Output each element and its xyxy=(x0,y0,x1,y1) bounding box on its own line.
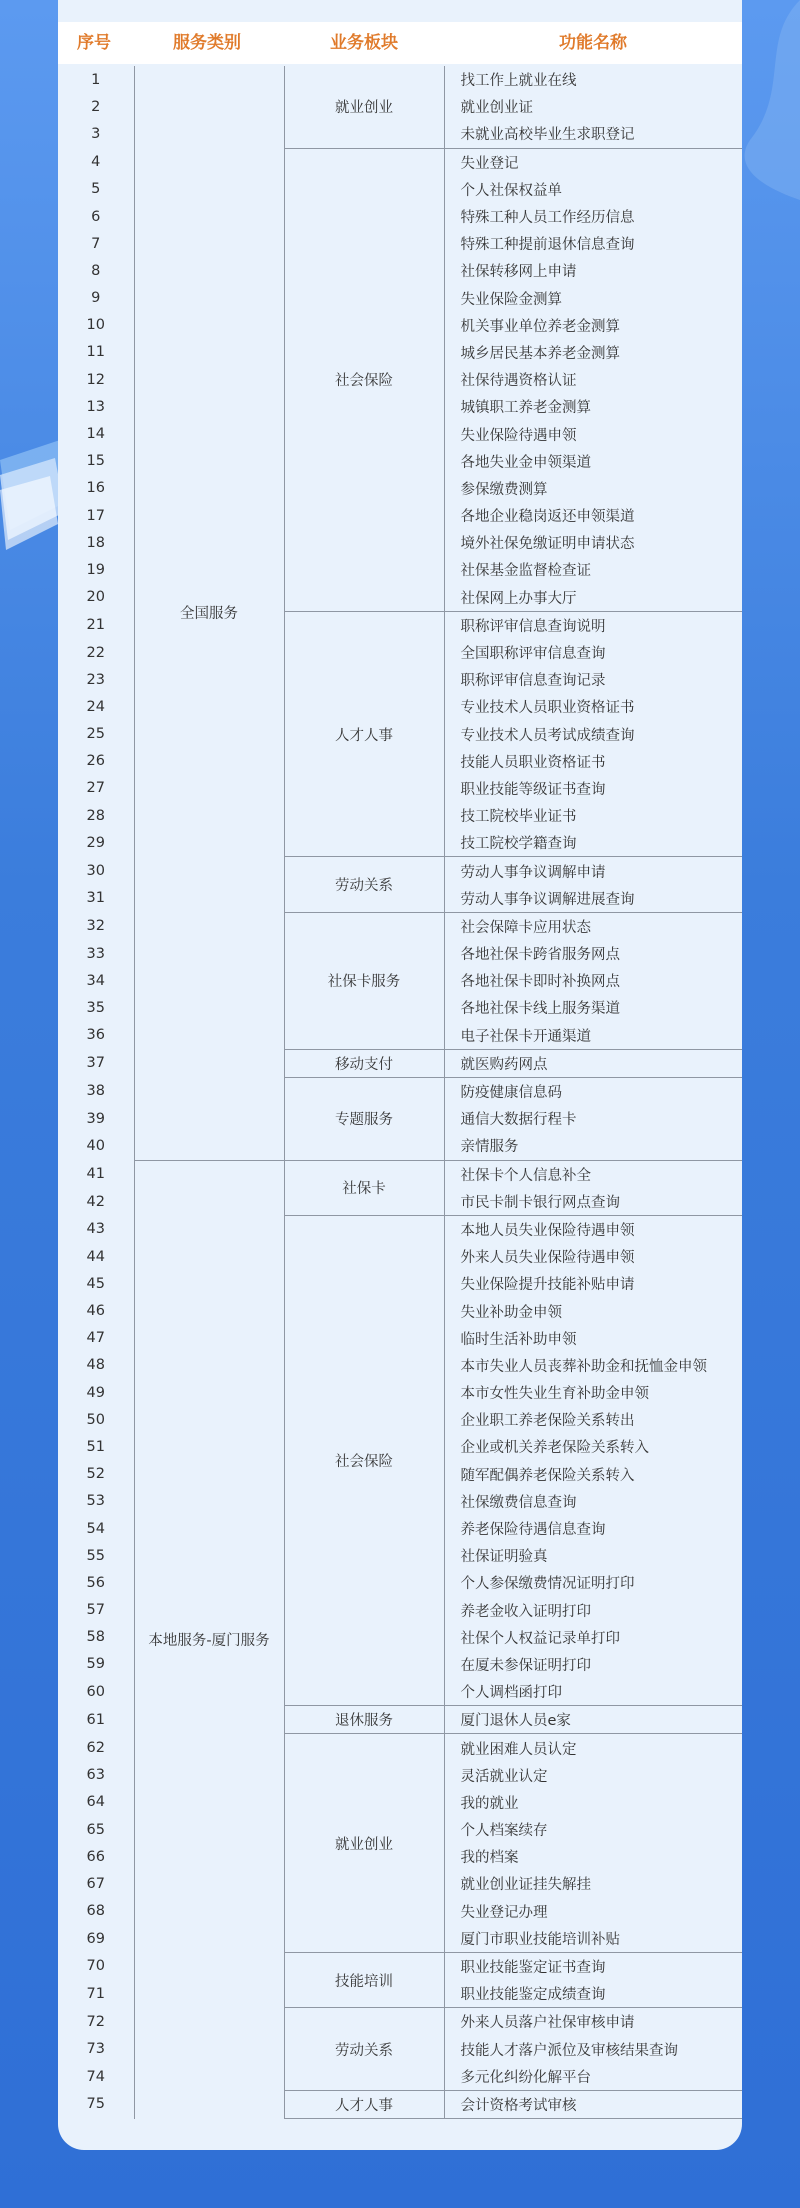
row-number: 17 xyxy=(58,502,134,529)
function-name[interactable]: 就业创业证挂失解挂 xyxy=(460,1877,591,1894)
row-number: 58 xyxy=(58,1624,134,1651)
header-module: 业务板块 xyxy=(330,33,398,53)
row-number: 26 xyxy=(58,748,134,775)
row-number: 29 xyxy=(58,829,134,857)
business-module: 就业创业 xyxy=(284,1734,444,1953)
row-number: 13 xyxy=(58,393,134,420)
row-number: 38 xyxy=(58,1077,134,1105)
row-number: 2 xyxy=(58,93,134,120)
function-name[interactable]: 各地社保卡即时补换网点 xyxy=(460,974,620,991)
row-number: 46 xyxy=(58,1297,134,1324)
business-module: 社保卡服务 xyxy=(284,912,444,1049)
row-number: 57 xyxy=(58,1597,134,1624)
row-number: 5 xyxy=(58,176,134,203)
row-number: 51 xyxy=(58,1433,134,1460)
row-number: 59 xyxy=(58,1651,134,1678)
function-name[interactable]: 失业保险提升技能补贴申请 xyxy=(460,1277,635,1294)
row-number: 34 xyxy=(58,967,134,994)
function-name[interactable]: 职业技能等级证书查询 xyxy=(460,781,606,798)
function-name[interactable]: 各地失业金申领渠道 xyxy=(460,454,591,471)
row-number: 24 xyxy=(58,693,134,720)
row-number: 9 xyxy=(58,285,134,312)
function-name[interactable]: 随军配偶养老保险关系转入 xyxy=(460,1467,635,1484)
function-name[interactable]: 职称评审信息查询记录 xyxy=(460,673,606,690)
business-module: 人才人事 xyxy=(284,2090,444,2118)
function-name[interactable]: 失业登记 xyxy=(460,155,519,172)
function-name[interactable]: 多元化纠纷化解平台 xyxy=(444,2063,742,2091)
row-number: 71 xyxy=(58,1980,134,2008)
function-name[interactable]: 我的就业 xyxy=(460,1795,519,1812)
function-name[interactable]: 社保个人权益记录单打印 xyxy=(460,1630,620,1647)
row-number: 30 xyxy=(58,857,134,885)
function-name[interactable]: 专业技术人员考试成绩查询 xyxy=(460,727,635,744)
header-category: 服务类别 xyxy=(173,33,241,53)
function-name[interactable]: 各地社保卡跨省服务网点 xyxy=(460,947,620,964)
function-name[interactable]: 技工院校学籍查询 xyxy=(444,829,742,857)
services-table xyxy=(58,66,742,2119)
row-number: 11 xyxy=(58,339,134,366)
business-module: 移动支付 xyxy=(284,1049,444,1077)
row-number: 66 xyxy=(58,1843,134,1870)
function-name[interactable]: 职称评审信息查询说明 xyxy=(460,618,606,635)
function-name[interactable]: 个人档案续存 xyxy=(460,1823,548,1840)
function-name[interactable]: 参保缴费测算 xyxy=(460,481,548,498)
row-number: 6 xyxy=(58,203,134,230)
row-number: 44 xyxy=(58,1243,134,1270)
function-name[interactable]: 社保卡个人信息补全 xyxy=(460,1167,591,1184)
row-number: 42 xyxy=(58,1188,134,1216)
business-module: 退休服务 xyxy=(284,1706,444,1734)
table-row xyxy=(58,1160,742,1188)
row-number: 60 xyxy=(58,1678,134,1706)
function-name[interactable]: 就业困难人员认定 xyxy=(460,1741,577,1758)
function-name[interactable]: 找工作上就业在线 xyxy=(460,73,577,90)
function-name[interactable]: 本地人员失业保险待遇申领 xyxy=(460,1222,635,1239)
function-name[interactable]: 就医购药网点 xyxy=(444,1049,742,1077)
function-name[interactable]: 厦门市职业技能培训补贴 xyxy=(444,1925,742,1953)
row-number: 1 xyxy=(58,66,134,93)
row-number: 20 xyxy=(58,584,134,612)
service-category: 全国服务 xyxy=(134,66,284,1160)
row-number: 31 xyxy=(58,885,134,913)
function-name[interactable]: 个人调档函打印 xyxy=(444,1678,742,1706)
function-name[interactable]: 厦门退休人员e家 xyxy=(444,1706,742,1734)
function-name[interactable]: 通信大数据行程卡 xyxy=(460,1112,577,1129)
row-number: 15 xyxy=(58,448,134,475)
row-number: 56 xyxy=(58,1569,134,1596)
row-number: 47 xyxy=(58,1325,134,1352)
business-module: 专题服务 xyxy=(284,1077,444,1160)
row-number: 72 xyxy=(58,2008,134,2036)
row-number: 67 xyxy=(58,1870,134,1897)
service-category: 本地服务-厦门服务 xyxy=(134,1160,284,2119)
function-name[interactable]: 在厦未参保证明打印 xyxy=(460,1657,591,1674)
business-module: 劳动关系 xyxy=(284,2008,444,2091)
row-number: 75 xyxy=(58,2090,134,2118)
function-name[interactable]: 会计资格考试审核 xyxy=(444,2090,742,2118)
row-number: 45 xyxy=(58,1270,134,1297)
row-number: 69 xyxy=(58,1925,134,1953)
function-name[interactable]: 劳动人事争议调解进展查询 xyxy=(444,885,742,913)
row-number: 53 xyxy=(58,1488,134,1515)
row-number: 18 xyxy=(58,529,134,556)
function-name[interactable]: 社保证明验真 xyxy=(460,1549,548,1566)
business-module: 社会保险 xyxy=(284,148,444,611)
row-number: 41 xyxy=(58,1160,134,1188)
function-name[interactable]: 社保待遇资格认证 xyxy=(460,373,577,390)
function-name[interactable]: 社保基金监督检查证 xyxy=(460,563,591,580)
function-name[interactable]: 灵活就业认定 xyxy=(460,1768,548,1785)
function-name[interactable]: 特殊工种提前退休信息查询 xyxy=(460,237,635,254)
row-number: 73 xyxy=(58,2036,134,2063)
function-name[interactable]: 亲情服务 xyxy=(444,1132,742,1160)
function-name[interactable]: 电子社保卡开通渠道 xyxy=(444,1022,742,1050)
row-number: 3 xyxy=(58,120,134,148)
header-no: 序号 xyxy=(77,33,111,53)
function-name[interactable]: 失业保险金测算 xyxy=(460,291,562,308)
function-name[interactable]: 专业技术人员职业资格证书 xyxy=(460,700,635,717)
function-name[interactable]: 企业职工养老保险关系转出 xyxy=(460,1413,635,1430)
function-name[interactable]: 社保转移网上申请 xyxy=(460,264,577,281)
function-name[interactable]: 未就业高校毕业生求职登记 xyxy=(444,120,742,148)
row-number: 63 xyxy=(58,1762,134,1789)
services-table-card xyxy=(58,0,742,2150)
function-name[interactable]: 社保缴费信息查询 xyxy=(460,1494,577,1511)
function-name[interactable]: 失业补助金申领 xyxy=(460,1304,562,1321)
row-number: 68 xyxy=(58,1898,134,1925)
function-name[interactable]: 本市女性失业生育补助金申领 xyxy=(460,1386,649,1403)
function-name[interactable]: 个人社保权益单 xyxy=(460,182,562,199)
table-header xyxy=(58,22,742,64)
function-name[interactable]: 养老保险待遇信息查询 xyxy=(460,1522,606,1539)
function-name[interactable]: 防疫健康信息码 xyxy=(460,1085,562,1102)
function-name[interactable]: 职业技能鉴定成绩查询 xyxy=(444,1980,742,2008)
row-number: 32 xyxy=(58,912,134,940)
header-function: 功能名称 xyxy=(559,33,627,53)
function-name[interactable]: 机关事业单位养老金测算 xyxy=(460,318,620,335)
function-name[interactable]: 各地企业稳岗返还申领渠道 xyxy=(460,509,635,526)
function-name[interactable]: 就业创业证 xyxy=(460,100,533,117)
business-module: 社保卡 xyxy=(284,1160,444,1215)
row-number: 4 xyxy=(58,148,134,176)
function-name[interactable]: 城镇职工养老金测算 xyxy=(460,400,591,417)
row-number: 10 xyxy=(58,312,134,339)
function-name[interactable]: 养老金收入证明打印 xyxy=(460,1603,591,1620)
row-number: 48 xyxy=(58,1352,134,1379)
function-name[interactable]: 企业或机关养老保险关系转入 xyxy=(460,1440,649,1457)
row-number: 62 xyxy=(58,1734,134,1762)
function-name[interactable]: 个人参保缴费情况证明打印 xyxy=(460,1576,635,1593)
function-name[interactable]: 社会保障卡应用状态 xyxy=(460,919,591,936)
function-name[interactable]: 境外社保免缴证明申请状态 xyxy=(460,536,635,553)
row-number: 19 xyxy=(58,556,134,583)
function-name[interactable]: 各地社保卡线上服务渠道 xyxy=(460,1001,620,1018)
row-number: 7 xyxy=(58,230,134,257)
row-number: 23 xyxy=(58,666,134,693)
function-name[interactable]: 失业登记办理 xyxy=(460,1904,548,1921)
function-name[interactable]: 外来人员失业保险待遇申领 xyxy=(460,1250,635,1267)
row-number: 65 xyxy=(58,1816,134,1843)
row-number: 49 xyxy=(58,1379,134,1406)
function-name[interactable]: 全国职称评审信息查询 xyxy=(460,646,606,663)
row-number: 61 xyxy=(58,1706,134,1734)
function-name[interactable]: 我的档案 xyxy=(460,1850,519,1867)
function-name[interactable]: 外来人员落户社保审核申请 xyxy=(460,2015,635,2032)
row-number: 70 xyxy=(58,1952,134,1980)
function-name[interactable]: 技能人才落户派位及审核结果查询 xyxy=(460,2042,678,2059)
row-number: 52 xyxy=(58,1461,134,1488)
function-name[interactable]: 城乡居民基本养老金测算 xyxy=(460,345,620,362)
row-number: 28 xyxy=(58,802,134,829)
business-module: 社会保险 xyxy=(284,1215,444,1705)
row-number: 33 xyxy=(58,940,134,967)
row-number: 36 xyxy=(58,1022,134,1050)
row-number: 74 xyxy=(58,2063,134,2091)
row-number: 39 xyxy=(58,1105,134,1132)
business-module: 劳动关系 xyxy=(284,857,444,912)
row-number: 8 xyxy=(58,257,134,284)
business-module: 人才人事 xyxy=(284,611,444,857)
row-number: 43 xyxy=(58,1215,134,1243)
function-name[interactable]: 劳动人事争议调解申请 xyxy=(460,864,606,881)
row-number: 14 xyxy=(58,420,134,447)
function-name[interactable]: 技工院校毕业证书 xyxy=(460,809,577,826)
row-number: 55 xyxy=(58,1542,134,1569)
function-name[interactable]: 失业保险待遇申领 xyxy=(460,427,577,444)
function-name[interactable]: 社保网上办事大厅 xyxy=(444,584,742,612)
function-name[interactable]: 职业技能鉴定证书查询 xyxy=(460,1960,606,1977)
function-name[interactable]: 市民卡制卡银行网点查询 xyxy=(444,1188,742,1216)
business-module: 就业创业 xyxy=(284,66,444,148)
row-number: 64 xyxy=(58,1789,134,1816)
row-number: 37 xyxy=(58,1049,134,1077)
function-name[interactable]: 特殊工种人员工作经历信息 xyxy=(460,210,635,227)
row-number: 40 xyxy=(58,1132,134,1160)
business-module: 技能培训 xyxy=(284,1952,444,2007)
table-row xyxy=(58,66,742,93)
row-number: 35 xyxy=(58,994,134,1021)
row-number: 16 xyxy=(58,475,134,502)
row-number: 22 xyxy=(58,639,134,666)
row-number: 21 xyxy=(58,611,134,639)
row-number: 25 xyxy=(58,721,134,748)
row-number: 54 xyxy=(58,1515,134,1542)
row-number: 27 xyxy=(58,775,134,802)
function-name[interactable]: 技能人员职业资格证书 xyxy=(460,754,606,771)
function-name[interactable]: 临时生活补助申领 xyxy=(460,1331,577,1348)
row-number: 12 xyxy=(58,366,134,393)
row-number: 50 xyxy=(58,1406,134,1433)
function-name[interactable]: 本市失业人员丧葬补助金和抚恤金申领 xyxy=(460,1358,707,1375)
